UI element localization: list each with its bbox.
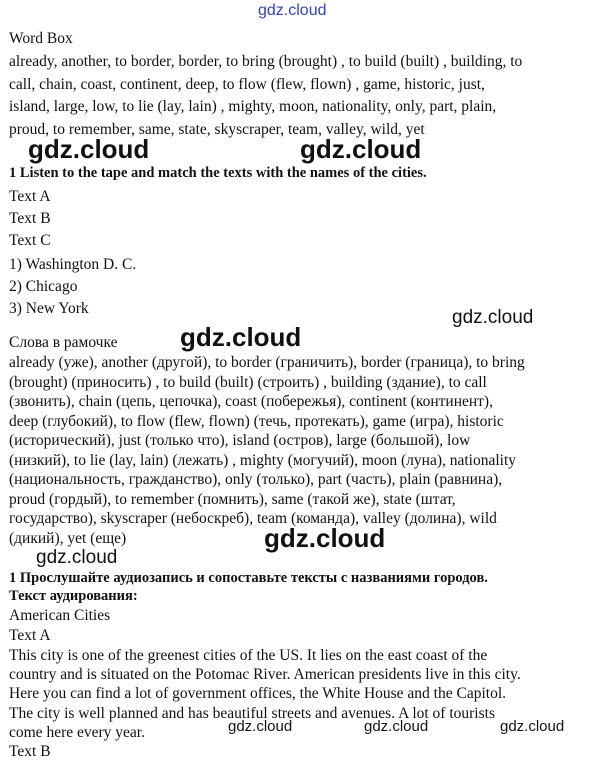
watermark: gdz.cloud [300,134,422,164]
city-option: 1) Washington D. C. [9,256,137,273]
watermark: gdz.cloud [28,134,150,164]
text-label: Text B [9,743,51,760]
watermark: gdz.cloud [228,718,293,735]
ru-word-box-line: already (уже), another (другой), to border (граничить), border (граница), to bring [9,354,525,371]
text-label: Text A [9,188,51,205]
ru-word-box-line: (brought) (приносить) , to build (built) (строить) , building (здание), to call [9,374,487,391]
word-box-line: call, chain, coast, continent, deep, to flow (flew, flown) , game, historic, just, [9,76,485,93]
text-label: Text A [9,627,51,644]
watermark: gdz.cloud [36,547,118,568]
watermark-top: gdz.cloud [258,2,327,19]
ru-word-box-heading: Слова в рамочке [9,334,118,351]
passage-line: The city is well planned and has beautiful streets and avenues. A lot of tourists [9,705,495,722]
listening-title: American Cities [9,607,111,624]
city-option: 3) New York [9,300,89,317]
city-option: 2) Chicago [9,278,78,295]
ru-word-box-line: (национальность, гражданство), only (только), part (часть), plain (равнина), [9,471,503,488]
word-box-line: already, another, to border, border, to bring (brought) , to build (built) , building, to [9,53,523,70]
passage-line: country and is situated on the Potomac River. American presidents live in this city. [9,666,521,683]
ru-word-box-line: государство), skyscraper (небоскреб), team (команда), valley (долина), wild [9,510,497,527]
watermark: gdz.cloud [180,322,302,352]
ru-word-box-line: proud (гордый), to remember (помнить), same (такой же), state (штат, [9,491,456,508]
passage-line: This city is one of the greenest cities of the US. It lies on the east coast of the [9,647,488,664]
text-label: Text C [9,232,51,249]
passage-line: come here every year. [9,724,145,741]
word-box-line: island, large, low, to lie (lay, lain) , mighty, moon, nationality, only, part, plain, [9,98,497,115]
ru-word-box-line: (низкий), to lie (lay, lain) (лежать) , mighty (могучий), moon (луна), nationality [9,452,517,469]
exercise-heading: 1 Listen to the tape and match the texts with the names of the cities. [9,165,427,181]
ru-exercise-heading: 1 Прослушайте аудиозапись и сопоставьте тексты с названиями городов. [9,570,488,586]
word-box-line: proud, to remember, same, state, skyscraper, team, valley, wild, yet [9,121,425,138]
listening-text-heading: Текст аудирования: [9,588,138,604]
word-box-heading: Word Box [9,30,73,47]
watermark: gdz.cloud [500,718,565,735]
ru-word-box-line: deep (глубокий), to flow (flew, flown) (течь, протекать), game (игра), historic [9,413,504,430]
watermark: gdz.cloud [364,718,429,735]
passage-line: Here you can find a lot of government offices, the White House and the Capitol. [9,685,507,702]
ru-word-box-line: (исторический), just (только что), island (остров), large (большой), low [9,432,471,449]
watermark: gdz.cloud [264,523,386,553]
ru-word-box-line: (дикий), yet (еще) [9,530,127,547]
ru-word-box-line: (звонить), chain (цепь, цепочка), coast (побережья), continent (континент), [9,393,493,410]
text-label: Text B [9,210,51,227]
watermark: gdz.cloud [452,307,534,328]
